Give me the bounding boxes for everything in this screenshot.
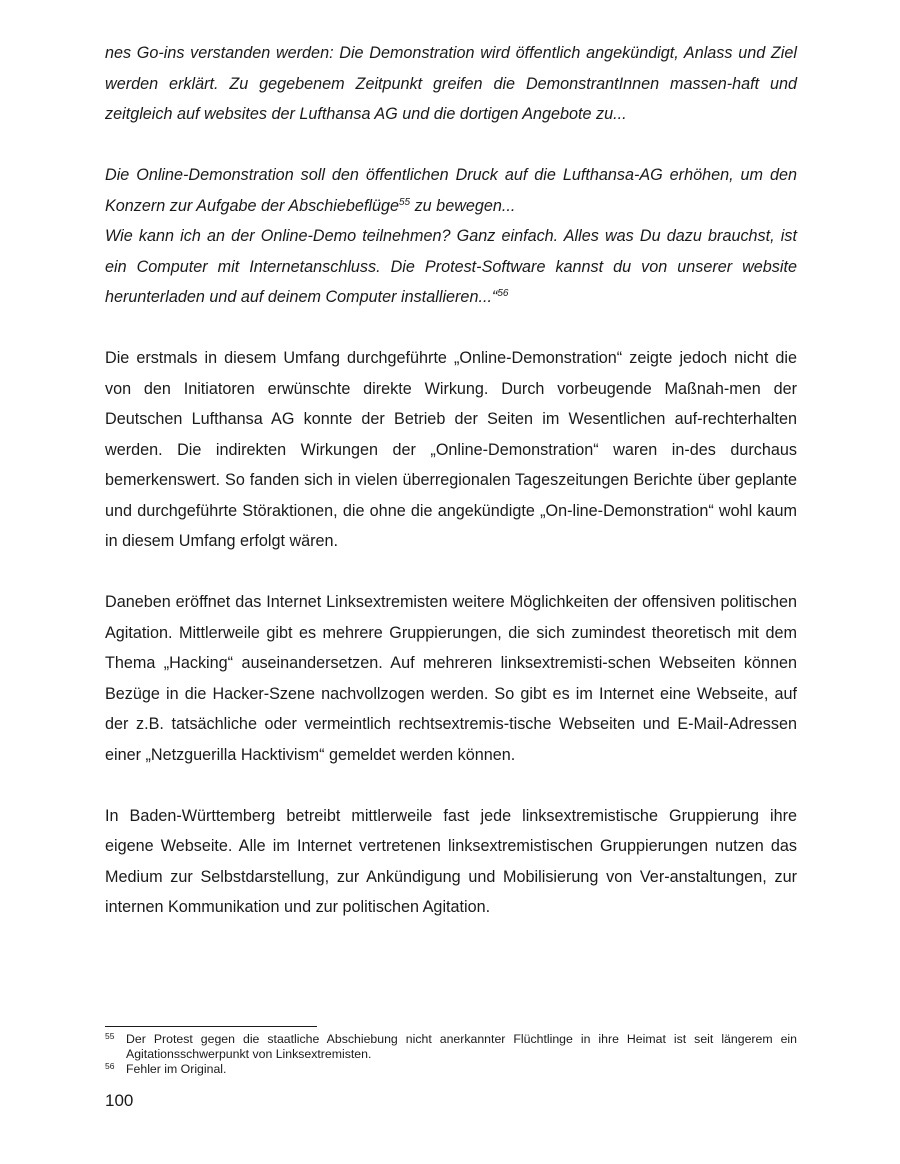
footnotes-section — [105, 1026, 797, 1077]
footnote-text: Fehler im Original. — [126, 1062, 227, 1076]
quote-paragraph-2-text: Die Online-Demonstration soll den öffentlichen Druck auf die Lufthansa-AG erhöhen, um den Konzern zur Aufgabe der Abschiebeflüge — [105, 166, 797, 215]
body-paragraph-3: In Baden-Württemberg betreibt mittlerweile fast jede linksextremistische Gruppierung ihre eigene Webseite. Alle im Internet vertretenen linksextremistischen Gruppierungen nutzen das Medium zur Selbstdarstellung, zur Ankündigung und Mobilisierung von Ver-anstaltungen, zur internen Kommunikation und zur politischen Agitation. — [105, 806, 797, 916]
footnote-text: Der Protest gegen die staatliche Abschiebung nicht anerkannter Flüchtlinge in ihre Heimat ist seit längerem ein Agitationsschwerpunkt von Linksextremisten. — [126, 1032, 797, 1061]
footnote-divider — [105, 1026, 317, 1027]
quote-paragraph-2 — [105, 160, 797, 221]
body-paragraph-2: Daneben eröffnet das Internet Linksextremisten weitere Möglichkeiten der offensiven politischen Agitation. Mittlerweile gibt es mehrere Gruppierungen, die sich zumindest theoretisch mit dem Thema „Hacking“ auseinandersetzen. Auf mehreren linksextremisti-schen Webseiten können Bezüge in die Hacker-Szene nachvollzogen werden. So gibt es im Internet eine Webseite, auf der z.B. tatsächliche oder vermeintlich rechtsextremis-tische Webseiten und E-Mail-Adressen einer „Netzguerilla Hacktivism“ gemeldet werden können. — [105, 593, 797, 764]
footnote-number: 56 — [105, 1061, 115, 1071]
paragraph-gap — [105, 770, 797, 801]
quote-paragraph-2-end: zu bewegen... — [410, 196, 516, 215]
paragraph-gap — [105, 557, 797, 588]
body-paragraph-1: Die erstmals in diesem Umfang durchgeführte „Online-Demonstration“ zeigte jedoch nicht die von den Initiatoren erwünschte direkte Wirkung. Durch vorbeugende Maßnah-men der Deutschen Lufthansa AG konnte der Betrieb der Seiten im Wesentlichen auf-rechterhalten werden. Die indirekten Wirkungen der „Online-Demonstration“ waren in-des durchaus bemerkenswert. So fanden sich in vielen überregionalen Tageszeitungen Berichte über geplante und durchgeführte Störaktionen, die ohne die angekündigte „On-line-Demonstration“ wohl kaum in diesem Umfang erfolgt wären. — [105, 349, 797, 550]
footnote-ref-55[interactable]: 55 — [398, 196, 411, 208]
quote-paragraph-3-text: Wie kann ich an der Online-Demo teilnehmen? Ganz einfach. Alles was Du dazu brauchst, ist ein Computer mit Internetanschluss. Die Protest-Software kannst du von unserer website herunterladen und auf deinem Computer installieren...“ — [105, 227, 797, 306]
paragraph-gap — [105, 130, 797, 161]
footnote-56 — [105, 1062, 797, 1077]
footnote-55 — [105, 1032, 797, 1062]
paragraph-gap — [105, 313, 797, 344]
page-body — [105, 38, 797, 923]
quote-paragraph-1: nes Go-ins verstanden werden: Die Demonstration wird öffentlich angekündigt, Anlass und Ziel werden erklärt. Zu gegebenem Zeitpunkt greifen die DemonstrantInnen massen-haft und zeitgleich auf websites der Lufthansa AG und die dortigen Angebote zu... — [105, 44, 797, 123]
footnote-number: 55 — [105, 1031, 115, 1041]
quote-paragraph-3 — [105, 221, 797, 313]
footnote-ref-56[interactable]: 56 — [497, 288, 509, 299]
page-number: 100 — [105, 1091, 134, 1110]
